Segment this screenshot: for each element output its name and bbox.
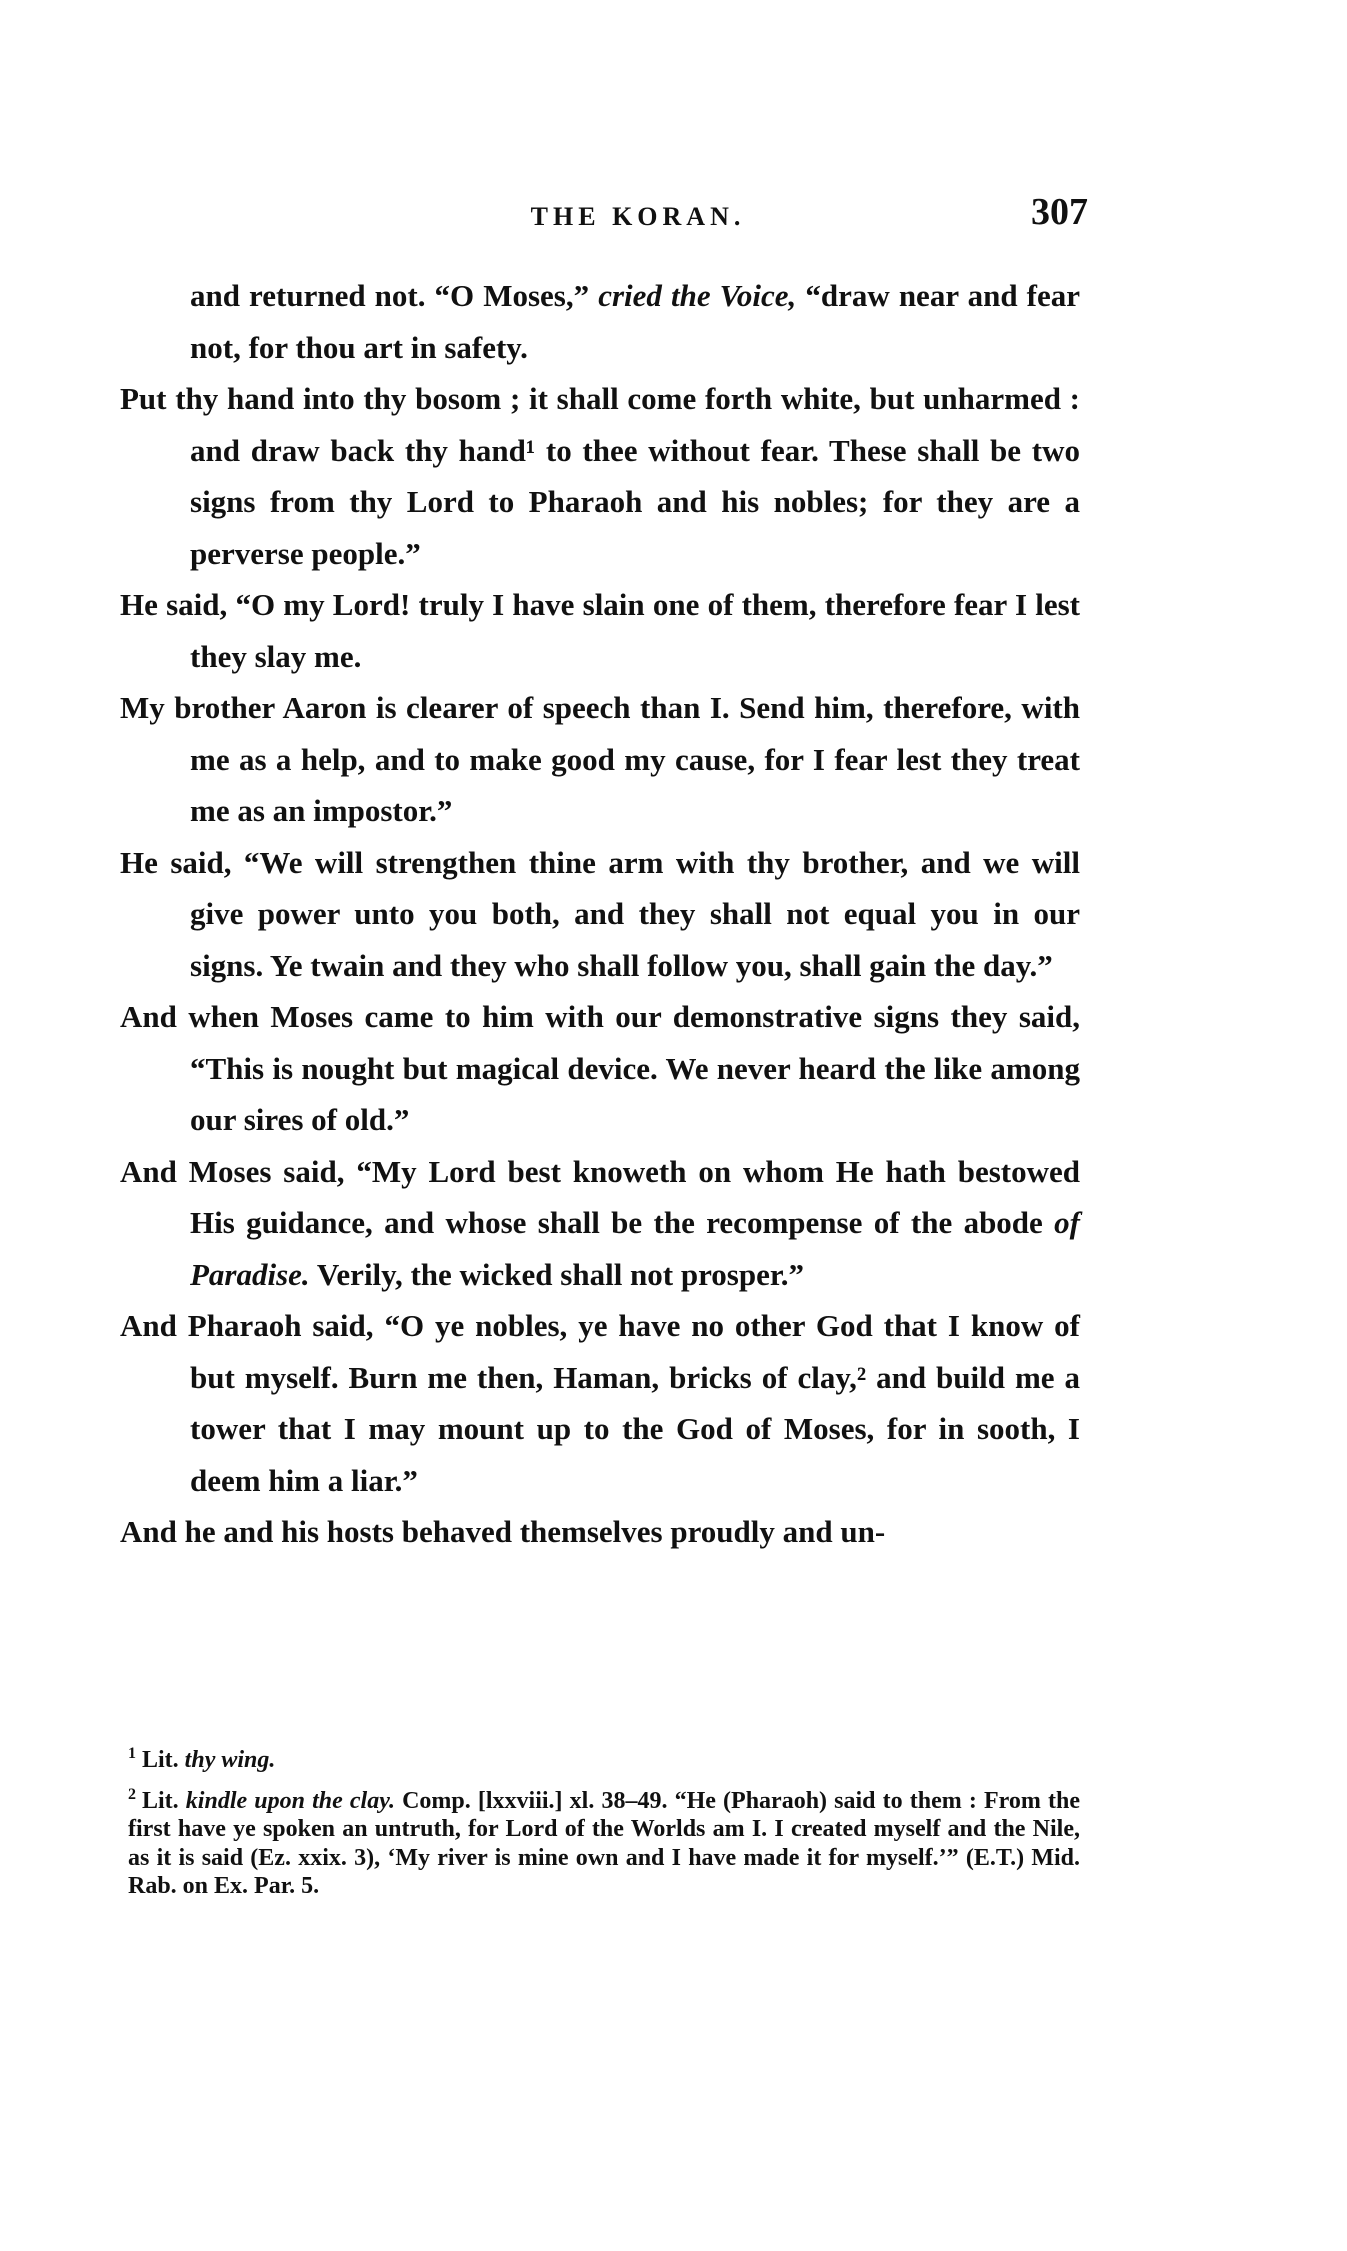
- verse-text: My brother Aaron is clearer of speech than I. Send him, therefore, with me as a help, and to make good my cause, for I fear lest they treat me as an impostor.”: [120, 690, 1080, 828]
- verse-text: And Pharaoh said, “O ye nobles, ye have no other God that I know of but myself. Burn me then, Haman, bricks of clay,² and build me a tower that I may mount up to the God of Moses, for in sooth, I deem him a liar.”: [120, 1308, 1080, 1498]
- footnote-marker: 2: [128, 1785, 136, 1803]
- verse-paragraph: [120, 1506, 1080, 1558]
- page-number: 307: [1031, 191, 1088, 233]
- footnote-text: Comp. [lxxviii.] xl. 38–49. “He (Pharaoh) said to them : From the first have ye spoken an untruth, for Lord of the Worlds am I. I created myself and the Nile, as it is said (Ez. xxix. 3), ‘My river is mine own and I have made it for myself.’” (E.T.) Mid. Rab. on Ex. Par. 5.: [128, 1787, 1080, 1899]
- verse-text: And he and his hosts behaved themselves proudly and un-: [120, 1514, 886, 1549]
- verse-italic-text: cried the Voice,: [598, 278, 797, 313]
- verse-text: Verily, the wicked shall not prosper.”: [309, 1256, 805, 1292]
- verse-paragraph: [120, 270, 1080, 373]
- footnote-text: Lit.: [142, 1787, 186, 1814]
- verse-text: “draw near and fear not, for thou art in safety.: [190, 278, 1080, 365]
- verse-text: And Moses said, “My Lord best knoweth on whom He hath bestowed His guidance, and whose shall be the recompense of the abode: [120, 1153, 1080, 1240]
- verse-paragraph: [120, 837, 1080, 992]
- footnote-marker: 1: [128, 1745, 136, 1762]
- footnotes: [120, 1740, 1080, 1907]
- verse-paragraph: [120, 991, 1080, 1146]
- footnote: [120, 1740, 1080, 1775]
- verse-text: He said, “O my Lord! truly I have slain one of them, therefore fear I lest they slay me.: [120, 587, 1080, 674]
- verse-paragraph: [120, 579, 1080, 682]
- verse-italic-text: of Paradise.: [190, 1205, 1080, 1292]
- footnote-text: Lit.: [142, 1747, 185, 1773]
- verse-paragraph: [120, 682, 1080, 837]
- verse-text: He said, “We will strengthen thine arm with thy brother, and we will give power unto you both, and they shall not equal you in our signs. Ye twain and they who shall follow you, shall gain the day.”: [120, 844, 1080, 983]
- verse-text: and returned not. “O Moses,”: [190, 278, 599, 313]
- verse-text: And when Moses came to him with our demonstrative signs they said, “This is nought but magical device. We never heard the like among our sires of old.”: [120, 999, 1080, 1137]
- footnote-italic-text: kindle upon the clay.: [185, 1787, 395, 1814]
- body-text: [120, 270, 1080, 1558]
- running-head: [188, 188, 1088, 244]
- verse-text: Put thy hand into thy bosom ; it shall come forth white, but unharmed : and draw back thy hand¹ to thee without fear. These shall be two signs from thy Lord to Pharaoh and his nobles; for they are a perverse people.”: [120, 381, 1080, 571]
- verse-paragraph: [120, 1300, 1080, 1506]
- verse-paragraph: [120, 373, 1080, 579]
- footnote: [120, 1781, 1080, 1901]
- verse-paragraph: [120, 1146, 1080, 1301]
- running-title: THE KORAN.: [530, 202, 746, 231]
- footnote-italic-text: thy wing.: [184, 1747, 276, 1773]
